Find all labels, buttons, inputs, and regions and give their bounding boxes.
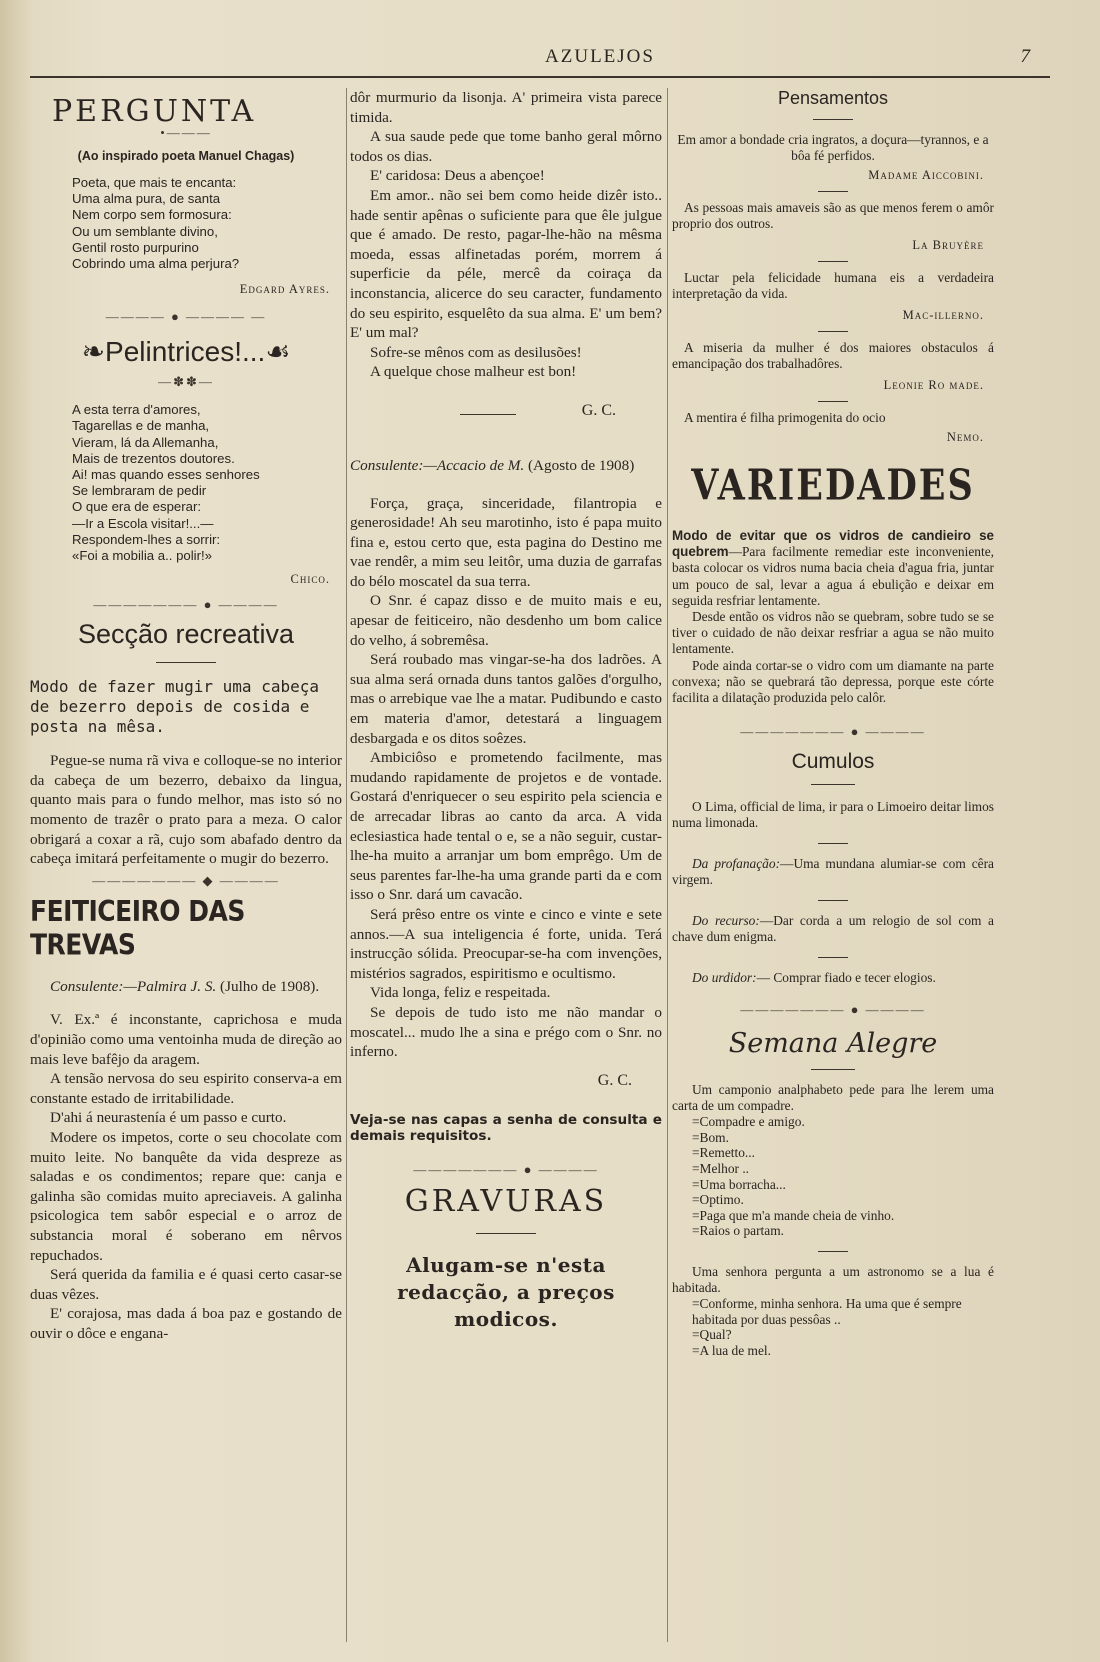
cumulos-title: Cumulos [791, 750, 875, 774]
short-rule [818, 331, 848, 332]
poem-line: Uma alma pura, de santa [72, 191, 221, 207]
poem-line: A esta terra d'amores, [72, 402, 201, 418]
short-rule [813, 119, 853, 120]
paragraph: Força, graça, sinceridade, filantropia e generosidade! Ah seu marotinho, isto é papa muito fina e, estou certo que, esta pagina do Destino me vae rendêr, a mim seu leitôr, uma duzia de garrafas do bélo moscatel da sua terra. [350, 494, 662, 590]
page-header [30, 42, 1040, 76]
page-number: 7 [1020, 46, 1030, 67]
paragraph: A tensão nervosa do seu espirito conserva-a em constante estado de irritabilidade. [30, 1070, 342, 1107]
ornament: ——————— ● ———— [93, 597, 279, 613]
signature: G. C. [581, 401, 616, 419]
short-rule [818, 1251, 848, 1252]
short-rule [156, 662, 216, 663]
feiticeiro-title: FEITICEIRO DAS TREVAS [30, 894, 245, 962]
ornament: —✽✽— [158, 374, 214, 390]
semana-title: Semana Alegre [728, 1028, 938, 1060]
cumulo-label: Da profanação: [692, 856, 781, 872]
dialogue-line: =Compadre e amigo. [692, 1114, 805, 1130]
paragraph: Será roubado mas vingar-se-ha dos ladrões. A sua alma será ornada duns tantos galões d'orgulho, mas o arrebique vae lhe a matar. Pudibundo e casto em materia d'amor, detestará a linguagem desbargada e os ditos soêzes. [350, 651, 662, 747]
cumulo-label: Do recurso: [692, 913, 760, 929]
ornament: ——————— ● ———— [740, 1002, 926, 1018]
fleuron-icon: ❧ [81, 336, 106, 368]
thought-text: As pessoas mais amaveis são as que menos ferem o amôr proprio dos outros. [672, 200, 994, 231]
thought-text: Luctar pela felicidade humana eis a verdadeira interpretação da vida. [672, 270, 994, 301]
paragraph: Modere os impetos, corte o seu chocolate com muito leite. No banquête da vida despreze as saladas e os condimentos; repare que: canja e galinha são comidas muito apreciaveis. A galinha psicologica tem sabôr especial e o arroz de substancia moral é soberano em nêrvos repuchados. [30, 1128, 342, 1264]
paragraph: O Snr. é capaz disso e de muito mais e eu, apesar de feiticeiro, não desdenho um bom calice do velho, á sobremêsa. [350, 592, 662, 649]
paragraph: Ambiciôso e prometendo facilmente, mas mudando rapidamente de projetos e de vontade. Gostará d'enriquecer o seu espirito pela sciencia e de arrecadar libras ao canto da arca. A vida eclesiastica hade tental o e, se a não seguir, custar-lhe-ha muito a arranjar um bom emprêgo. Um de seus parentes far-lhe-ha uma grande parti da e com isso o Snr. dará um cavacão. [350, 749, 662, 904]
pergunta-author: Edgard Ayres. [239, 282, 330, 297]
poem-line: Ai! mas quando esses senhores [72, 467, 260, 483]
consulente-date: (Agosto de 1908) [528, 456, 635, 474]
short-rule [818, 261, 848, 262]
pergunta-dedication: (Ao inspirado poeta Manuel Chagas) [77, 149, 295, 163]
semana-dialogue [692, 1114, 994, 1239]
fleuron-icon: ☙ [265, 336, 291, 368]
paragraph: E' corajosa, mas dada á boa paz e gostando de ouvir o dôce e engana- [30, 1305, 342, 1342]
cumulo-label: Do urdidor: [692, 970, 757, 986]
poem-line: Gentil rosto purpurino [72, 239, 199, 255]
cumulo [672, 970, 994, 986]
short-rule [818, 401, 848, 402]
seccao-title: Secção recreativa [77, 619, 295, 650]
astro-intro: Uma senhora pergunta a um astronomo se a lua é habitada. [672, 1263, 994, 1295]
column-3 [672, 88, 994, 1642]
consulta-notice: Veja-se nas capas a senha de consulta e demais requisitos. [350, 1111, 662, 1144]
poem-line: Mais de trezentos doutores. [72, 450, 235, 466]
signature: G. C. [597, 1071, 632, 1089]
poem-line: Respondem-lhes a sorrir: [72, 531, 221, 547]
thought-author: Nemo. [946, 430, 984, 444]
cumulo-text: — Comprar fiado e tecer elogios. [756, 970, 936, 986]
paragraph: E' caridosa: Deus a abençoe! [370, 167, 545, 185]
consulente-label: Consulente: [350, 456, 424, 474]
poem-line: Ou um semblante divino, [72, 223, 218, 239]
seccao-text: Pegue-se numa rã viva e colloque-se no interior da cabeça de um bezerro, debaixo da lingua, quanto mais para o fundo melhor, mas isto só no momento de trazêr o prato para a meza. O calor obrigará a coxar a rã, cujo som abafado dentro da cabeça imitará perfeitamente o mugir do bezerro. [30, 752, 342, 868]
thought-author: Leonie Ro made. [883, 378, 984, 392]
variedades-paragraph: Pode ainda cortar-se o vidro com um diamante na parte convexa; não se quebrará tão depressa, porque este córte facilita a dilatação produzida pelo calôr. [672, 657, 994, 706]
paragraph: Em amor.. não sei bem como heide dizêr isto.. hade sentir apênas o suficiente para que êle julgue que é amado. De resto, pagar-lhe-hão na mêsma moeda, essas alfinetadas porém, morrem á superficie da péle, mercê da coiraça da inconstancia, alicerce do seu caracter, fundamento do seu espirito, esquelêto da sua alma. E' um bem? E' um mal? [350, 186, 662, 342]
thought-author: Mac-illerno. [902, 308, 984, 322]
pensamentos-title: Pensamentos [777, 88, 889, 108]
dialogue-line: =Optimo. [692, 1192, 744, 1208]
publication-title: AZULEJOS [545, 46, 655, 67]
short-rule [818, 957, 848, 958]
poem-line: Poeta, que mais te encanta: [72, 175, 237, 190]
paragraph: Será querida da familia e é quasi certo casar-se duas vêzes. [30, 1266, 342, 1303]
column-divider [346, 88, 347, 1642]
paragraph: Se depois de tudo isto me não mandar o moscatel... mudo lhe a sina e prégo com o Snr. no inferno. [350, 1003, 662, 1061]
paragraph: D'ahi á neurastenía é um passo e curto. [50, 1109, 287, 1127]
cumulo [672, 913, 994, 945]
pergunta-poem [72, 175, 342, 272]
thought-author: La Bruyère [912, 238, 984, 252]
cumulo: O Lima, official de lima, ir para o Limoeiro deitar limos numa limonada. [672, 799, 994, 831]
consulente-label: Consulente: [50, 977, 124, 995]
astro-dialogue [692, 1296, 994, 1358]
paragraph: A quelque chose malheur est bon! [370, 363, 577, 381]
short-rule [476, 1233, 536, 1234]
dialogue-line: =Qual? [692, 1327, 732, 1343]
semana-intro: Um camponio analphabeto pede para lhe lerem uma carta de um compadre. [672, 1082, 994, 1114]
paragraph: Sofre-se mênos com as desilusões! [370, 343, 582, 361]
short-rule [818, 191, 848, 192]
variedades-paragraph [672, 528, 994, 609]
consulente-name: —Palmira J. S. [123, 977, 217, 995]
column-divider [667, 88, 668, 1642]
short-rule [811, 784, 855, 785]
poem-line: Nem corpo sem formosura: [72, 207, 232, 223]
thought-text: A miseria da mulher é dos maiores obstaculos á emancipação dos trabalhadôres. [672, 340, 994, 371]
consulente-date: (Julho de 1908). [220, 977, 320, 995]
seccao-subtitle: Modo de fazer mugir uma cabeça de bezerro depois de cosida e posta na mêsa. [30, 677, 319, 737]
poem-line: —Ir a Escola visitar!...— [72, 515, 214, 531]
pelintrices-author: Chico. [290, 572, 330, 587]
dialogue-line: =Remetto... [692, 1145, 755, 1161]
short-rule [818, 843, 848, 844]
ornament: ——————— ◆ ———— [92, 872, 280, 888]
gravuras-title: GRAVURAS [404, 1183, 608, 1219]
dialogue-line: =Raios o partam. [692, 1223, 784, 1239]
dialogue-line: =Paga que m'a mande cheia de vinho. [692, 1207, 895, 1223]
paragraph: A sua saude pede que tome banho geral môrno todos os dias. [350, 128, 662, 165]
poem-line: Vieram, lá da Allemanha, [72, 434, 219, 450]
short-rule [818, 900, 848, 901]
cumulo [672, 856, 994, 888]
column-2 [350, 88, 662, 1642]
short-rule [460, 414, 516, 415]
dialogue-line: =Conforme, minha senhora. Ha uma que é sempre habitada por duas pessôas .. [692, 1295, 962, 1327]
variedades-text: —Para facilmente remediar este inconveniente, basta colocar os vidros numa bacia cheia d'agua fria, juntar um pouco de sal, levar a agua á ebulição e deixar em seguida resfriar lentamente. [672, 544, 994, 608]
dialogue-line: =Uma borracha... [692, 1176, 786, 1192]
pergunta-title: PERGUNTA [52, 94, 257, 129]
consulente-name: —Accacio de M. [423, 456, 525, 474]
poem-line: Tagarellas e de manha, [72, 418, 210, 434]
ornament: •——— [160, 125, 212, 140]
dialogue-line: =Bom. [692, 1129, 729, 1145]
cumulo-text: —Dar corda a um relogio de sol com a chave dum enigma. [672, 913, 994, 945]
pelintrices-poem [72, 402, 342, 564]
poem-line: «Foi a mobilia a.. polir!» [72, 548, 213, 564]
poem-line: O que era de esperar: [72, 499, 202, 515]
variedades-paragraph: Desde então os vidros não se quebram, sobre tudo se se tiver o cuidado de não deixar resfriar a agua se não muito lentamente. [672, 609, 994, 657]
poem-line: Se lembraram de pedir [72, 483, 207, 499]
paragraph: Será prêso entre os vinte e cinco e vinte e sete annos.—A sua inteligencia é forte, unida. Terá instrucção sólida. Preocupar-se-ha com invenções, mistérios sagrados, espiritismo e ocultismo. [350, 905, 662, 982]
dialogue-line: =Melhor .. [692, 1161, 750, 1177]
paragraph: dôr murmurio da lisonja. A' primeira vista parece timida. [350, 89, 662, 126]
column-1 [30, 88, 342, 1642]
consulente-line [350, 456, 662, 476]
gravuras-text: Alugam-se n'esta redacção, a preços modicos. [397, 1252, 615, 1331]
header-rule [30, 76, 1050, 78]
short-rule [811, 1069, 855, 1070]
variedades-title: VARIEDADES [691, 460, 975, 511]
thought-text: A mentira é filha primogenita do ocio [684, 410, 886, 425]
ornament: ——————— ● ———— [413, 1161, 599, 1177]
thought-author: Madame Aiccobini. [868, 168, 984, 182]
cumulo-text: —Uma mundana alumiar-se com cêra virgem. [672, 856, 994, 888]
poem-line: Cobrindo uma alma perjura? [72, 256, 240, 272]
ornament: ———— ● ———— — [105, 309, 267, 325]
pelintrices-title-text: Pelintrices!... [105, 336, 266, 368]
variedades-heading: Modo de evitar que os vidros de candieiro se quebrem [672, 528, 994, 560]
signature-row [350, 392, 662, 432]
ornament: ——————— ● ———— [740, 724, 926, 740]
paragraph: V. Ex.ª é inconstante, caprichosa e muda d'opinião como uma ventoinha muda de direção ao mais leve bafêjo da aragem. [30, 1011, 342, 1068]
paragraph: Vida longa, feliz e respeitada. [370, 984, 551, 1002]
consulente-line [30, 977, 342, 997]
pelintrices-title [30, 335, 342, 368]
thought-text: Em amor a bondade cria ingratos, a doçura—tyrannos, e a bôa fé perfidos. [677, 132, 989, 163]
dialogue-line: =A lua de mel. [692, 1342, 771, 1358]
